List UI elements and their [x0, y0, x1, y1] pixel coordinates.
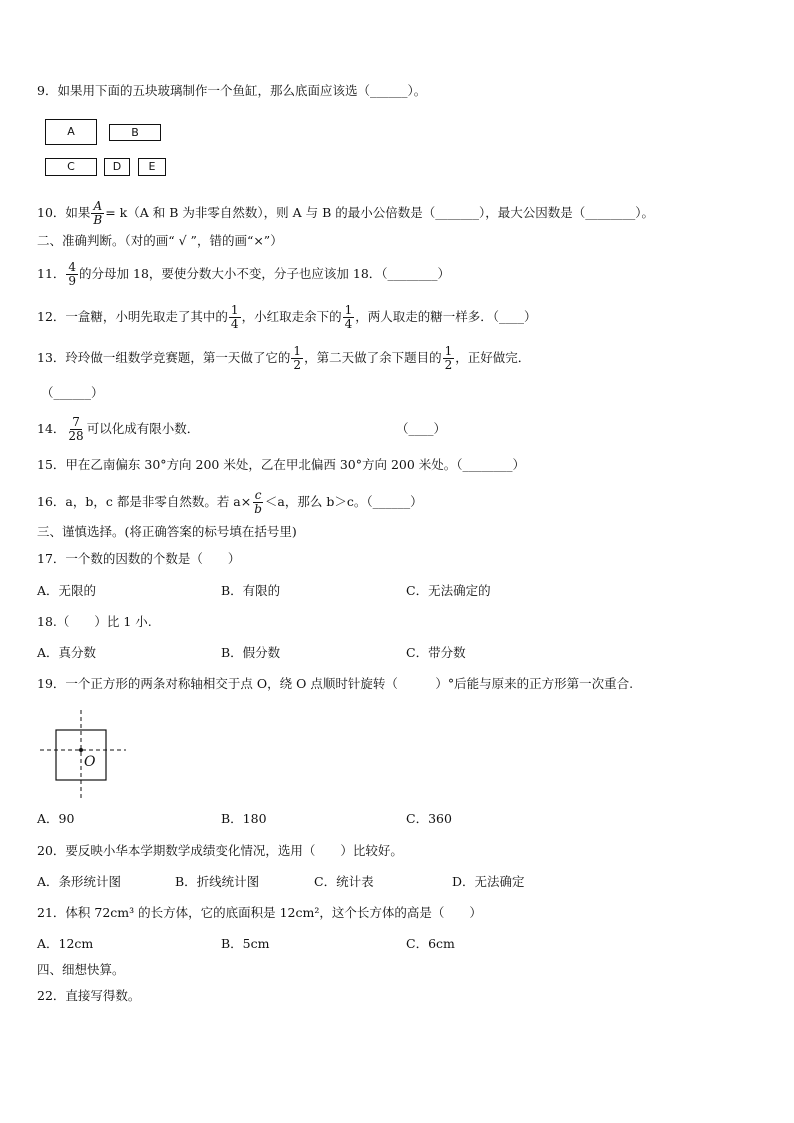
option-c: C．带分数	[406, 645, 466, 660]
fraction-1-2: $\frac{1}{2}$	[293, 344, 302, 372]
question-10: 10．如果 $\frac{A}{B}$ = k（A 和 B 为非零自然数），则 A 与 B 的最小公倍数是（_______），最大公因数是（________）。	[37, 199, 654, 227]
option-a: A．90	[37, 811, 75, 826]
question-16: 16．a，b，c 都是非零自然数。若 a× $\frac{c}{b}$ ＜a，那么 b＞c。（______）	[37, 488, 423, 516]
fraction-a-over-b: $\frac{A}{B}$	[93, 199, 103, 227]
answer-blank-13: （______）	[41, 385, 104, 400]
answer-blank-14: （____）	[396, 421, 447, 436]
option-a: A．条形统计图	[37, 874, 122, 889]
question-14: 14． $\frac{7}{28}$ 可以化成有限小数．	[37, 415, 200, 443]
option-d: D．无法确定	[452, 874, 525, 889]
glass-piece-e: E	[138, 158, 166, 176]
glass-piece-c: C	[45, 158, 97, 176]
question-21: 21．体积 72cm³ 的长方体，它的底面积是 12cm²，这个长方体的高是（ ）	[37, 905, 482, 920]
question-13: 13．玲玲做一组数学竞赛题，第一天做了它的 $\frac{1}{2}$ ，第二天做了余下题目的 $\frac{1}{2}$ ，正好做完．	[37, 344, 531, 372]
question-9: 9．如果用下面的五块玻璃制作一个鱼缸，那么底面应该选（______）。	[37, 83, 427, 98]
glass-piece-d: D	[104, 158, 130, 176]
section-4-heading: 四、细想快算。	[37, 962, 125, 977]
fraction-1-4: $\frac{1}{4}$	[344, 303, 353, 331]
question-18: 18.（ ）比 1 小.	[37, 614, 152, 629]
question-20: 20．要反映小华本学期数学成绩变化情况，选用（ ）比较好。	[37, 843, 403, 858]
question-15: 15．甲在乙南偏东 30°方向 200 米处，乙在甲北偏西 30°方向 200 米处。（________）	[37, 457, 526, 472]
fraction-1-4: $\frac{1}{4}$	[230, 303, 239, 331]
option-c: C．360	[406, 811, 452, 826]
option-b: B．180	[221, 811, 267, 826]
fraction-7-28: $\frac{7}{28}$	[68, 415, 84, 443]
fraction-1-2: $\frac{1}{2}$	[444, 344, 453, 372]
option-b: B．折线统计图	[175, 874, 260, 889]
square-symmetry-axes-figure	[38, 708, 130, 800]
option-b: B．有限的	[221, 583, 281, 598]
option-b: B．5cm	[221, 936, 270, 951]
option-c: C．6cm	[406, 936, 455, 951]
glass-piece-a: A	[45, 119, 97, 145]
option-a: A．12cm	[37, 936, 94, 951]
question-22: 22．直接写得数。	[37, 988, 141, 1003]
option-a: A．无限的	[37, 583, 97, 598]
question-12: 12．一盒糖，小明先取走了其中的 $\frac{1}{4}$ ，小红取走余下的 $\frac{1}{4}$ ，两人取走的糖一样多．（____）	[37, 303, 537, 331]
fraction-c-over-b: $\frac{c}{b}$	[254, 488, 262, 516]
option-a: A．真分数	[37, 645, 97, 660]
question-19: 19．一个正方形的两条对称轴相交于点 O，绕 O 点顺时针旋转（ ）°后能与原来的正方形第一次重合.	[37, 676, 634, 691]
question-17: 17．一个数的因数的个数是（ ）	[37, 551, 241, 566]
option-c: C．统计表	[314, 874, 374, 889]
option-c: C．无法确定的	[406, 583, 491, 598]
glass-piece-b: B	[109, 124, 161, 141]
section-2-heading: 二、准确判断。（对的画“ √ ”，错的画“×”）	[37, 233, 283, 248]
section-3-heading: 三、谨慎选择。(将正确答案的标号填在括号里)	[37, 524, 297, 539]
question-11: 11． $\frac{4}{9}$ 的分母加 18，要使分数大小不变，分子也应该加 18．（________）	[37, 260, 451, 288]
option-b: B．假分数	[221, 645, 281, 660]
fraction-4-9: $\frac{4}{9}$	[68, 260, 77, 288]
point-o-label: O	[84, 754, 96, 770]
